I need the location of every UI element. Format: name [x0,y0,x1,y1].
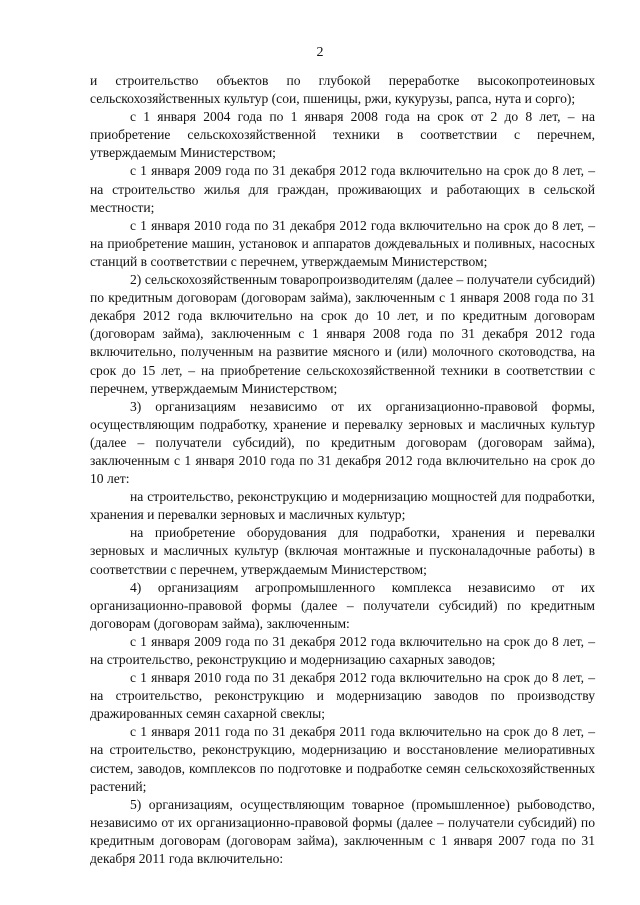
paragraph: с 1 января 2010 года по 31 декабря 2012 года включительно на срок до 8 лет, – на строительство, реконструкцию и модернизацию заводов по производству дражированных семян сахарной свеклы; [90,670,595,722]
paragraph: на приобретение оборудования для подработки, хранения и перевалки зерновых и масличных культур (включая монтажные и пусконаладочные работы) в соответствии с перечнем, утверждаемым Министерством; [90,525,595,577]
document-body [90,72,595,868]
page-number: 2 [316,45,324,60]
paragraph: 4) организациям агропромышленного комплекса независимо от их организационно-правовой формы (далее – получатели субсидий) по кредитным договорам (договорам займа), заключенным: [90,579,595,631]
paragraph: и строительство объектов по глубокой переработке высокопротеиновых сельскохозяйственных культур (сои, пшеницы, ржи, кукурузы, рапса, нута и сорго); [90,73,595,107]
paragraph: 5) организациям, осуществляющим товарное (промышленное) рыбоводство, независимо от их организационно-правовой формы (далее – получатели субсидий) по кредитным договорам (договорам займа), заключенным с 1 января 2007 года по 31 декабря 2011 года включительно: [90,796,595,867]
paragraph: 2) сельскохозяйственным товаропроизводителям (далее – получатели субсидий) по кредитным договорам (договорам займа), заключенным с 1 января 2008 года по 31 декабря 2012 года включительно на срок до 10 лет, и по кредитным договорам (договорам займа), заключенным с 1 января 2008 года по 31 декабря 2012 года включительно, полученным на развитие мясного и (или) молочного скотоводства, на срок до 15 лет, – на приобретение сельскохозяйственной техники в соответствии с перечнем, утверждаемым Министерством; [90,272,595,396]
paragraph: с 1 января 2009 года по 31 декабря 2012 года включительно на срок до 8 лет, – на строительство, реконструкцию и модернизацию сахарных заводов; [90,633,595,667]
paragraph: 3) организациям независимо от их организационно-правовой формы, осуществляющим подработку, хранение и перевалку зерновых и масличных культур (далее – получатели субсидий), по кредитным договорам (договорам займа), заключенным с 1 января 2010 года по 31 декабря 2012 года включительно на срок до 10 лет: [90,398,595,487]
paragraph: с 1 января 2004 года по 1 января 2008 года на срок от 2 до 8 лет, – на приобретение сельскохозяйственной техники в соответствии с перечнем, утверждаемым Министерством; [90,109,595,161]
paragraph: с 1 января 2010 года по 31 декабря 2012 года включительно на срок до 8 лет, – на приобретение машин, установок и аппаратов дождевальных и поливных, насосных станций в соответствии с перечнем, утверждаемым Министерством; [90,217,595,269]
paragraph: с 1 января 2009 года по 31 декабря 2012 года включительно на срок до 8 лет, – на строительство жилья для граждан, проживающих и работающих в сельской местности; [90,163,595,215]
paragraph: с 1 января 2011 года по 31 декабря 2011 года включительно на срок до 8 лет, – на строительство, реконструкцию, модернизацию и восстановление мелиоративных систем, заводов, комплексов по подготовке и подработке семян сельскохозяйственных растений; [90,724,595,794]
paragraph: на строительство, реконструкцию и модернизацию мощностей для подработки, хранения и перевалки зерновых и масличных культур; [90,489,595,523]
